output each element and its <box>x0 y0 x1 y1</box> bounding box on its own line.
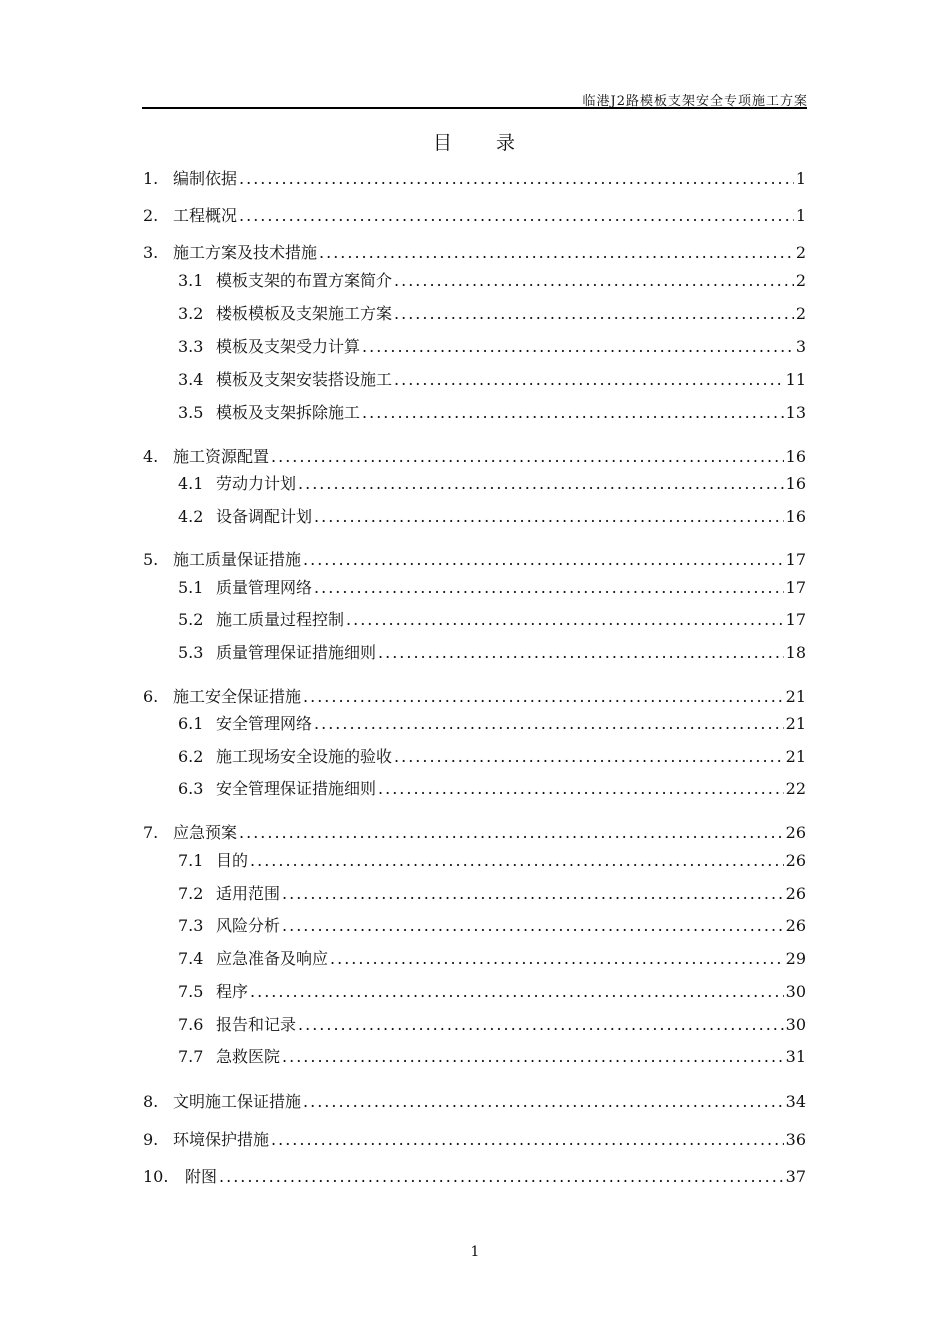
toc-dot-leader <box>271 1128 784 1152</box>
toc-entry-number: 6.2 <box>178 747 204 766</box>
toc-entry-number: 8. <box>143 1092 159 1111</box>
toc-entry-label: 环境保护措施 <box>173 1130 270 1149</box>
toc-entry-label: 施工现场安全设施的验收 <box>216 747 393 766</box>
toc-entry-number: 10. <box>143 1167 169 1186</box>
toc-entry-label: 风险分析 <box>216 916 281 935</box>
toc-entry-number: 3.3 <box>178 337 204 356</box>
toc-entry-label: 楼板模板及支架施工方案 <box>216 304 393 323</box>
toc-entry-number: 3. <box>143 243 159 262</box>
toc-entry[interactable] <box>143 685 806 709</box>
toc-title-left: 目 <box>432 132 454 154</box>
toc-dot-leader <box>271 445 784 469</box>
toc-dot-leader <box>239 821 784 845</box>
toc-entry-page: 16 <box>785 447 806 466</box>
toc-dot-leader <box>330 947 784 971</box>
toc-entry-label: 急救医院 <box>216 1047 281 1066</box>
toc-dot-leader <box>314 505 784 529</box>
toc-entry[interactable] <box>178 269 806 293</box>
toc-dot-leader <box>394 368 784 392</box>
toc-entry[interactable] <box>143 548 806 572</box>
toc-entry-number: 6.1 <box>178 714 204 733</box>
toc-entry[interactable] <box>178 1013 806 1037</box>
toc-entry-page: 21 <box>785 747 806 766</box>
toc-entry[interactable] <box>178 335 806 359</box>
toc-entry-number: 1. <box>143 169 159 188</box>
toc-dot-leader <box>303 1090 784 1114</box>
toc-entry[interactable] <box>143 821 806 845</box>
toc-entry[interactable] <box>178 472 806 496</box>
toc-entry-number: 4.1 <box>178 474 204 493</box>
toc-entry-number: 7.1 <box>178 851 204 870</box>
toc-entry-label: 施工质量过程控制 <box>216 610 345 629</box>
toc-dot-leader <box>303 685 784 709</box>
toc-entry-number: 7.2 <box>178 884 204 903</box>
toc-entry[interactable] <box>178 980 806 1004</box>
toc-dot-leader <box>303 548 784 572</box>
toc-entry-number: 7.6 <box>178 1015 204 1034</box>
toc-entry-number: 7.3 <box>178 916 204 935</box>
toc-entry-page: 22 <box>785 779 806 798</box>
running-header-title: 临港J2路模板支架安全专项施工方案 <box>582 94 808 109</box>
toc-dot-leader <box>219 1165 784 1189</box>
toc-title-right: 录 <box>496 132 518 154</box>
toc-entry-page: 34 <box>785 1092 806 1111</box>
toc-entry-page: 26 <box>785 823 806 842</box>
toc-entry-label: 适用范围 <box>216 884 281 903</box>
toc-entry-label: 模板支架的布置方案简介 <box>216 271 393 290</box>
toc-entry-page: 26 <box>785 884 806 903</box>
toc-entry-page: 30 <box>785 982 806 1001</box>
toc-entry-page: 2 <box>795 271 806 290</box>
toc-entry-label: 质量管理保证措施细则 <box>216 643 377 662</box>
toc-entry[interactable] <box>143 445 806 469</box>
toc-dot-leader <box>282 914 784 938</box>
toc-entry[interactable] <box>143 167 806 191</box>
toc-dot-leader <box>282 882 784 906</box>
toc-dot-leader <box>362 335 794 359</box>
toc-entry-number: 4.2 <box>178 507 204 526</box>
toc-entry-number: 5. <box>143 550 159 569</box>
toc-dot-leader <box>282 1045 784 1069</box>
toc-entry-label: 文明施工保证措施 <box>173 1092 302 1111</box>
toc-dot-leader <box>239 204 794 228</box>
toc-entry-label: 应急预案 <box>173 823 238 842</box>
toc-entry-number: 6.3 <box>178 779 204 798</box>
toc-entry-label: 模板及支架拆除施工 <box>216 403 361 422</box>
toc-entry-page: 31 <box>785 1047 806 1066</box>
toc-entry-page: 26 <box>785 916 806 935</box>
toc-entry-label: 模板及支架受力计算 <box>216 337 361 356</box>
footer-page-number: 1 <box>470 1244 480 1260</box>
toc-entry[interactable] <box>178 576 806 600</box>
toc-entry[interactable] <box>178 505 806 529</box>
toc-entry[interactable] <box>143 1090 806 1114</box>
toc-entry-number: 2. <box>143 206 159 225</box>
toc-entry-number: 7.7 <box>178 1047 204 1066</box>
toc-dot-leader <box>319 241 794 265</box>
toc-entry-number: 5.3 <box>178 643 204 662</box>
toc-entry-page: 17 <box>785 610 806 629</box>
toc-entry-number: 7.4 <box>178 949 204 968</box>
toc-entry[interactable] <box>178 641 806 665</box>
toc-entry[interactable] <box>178 302 806 326</box>
toc-entry[interactable] <box>178 745 806 769</box>
toc-entry-page: 13 <box>785 403 806 422</box>
toc-entry[interactable] <box>178 849 806 873</box>
toc-entry-label: 质量管理网络 <box>216 578 313 597</box>
toc-entry-label: 编制依据 <box>173 169 238 188</box>
toc-entry-page: 21 <box>785 687 806 706</box>
toc-entry[interactable] <box>143 241 806 265</box>
toc-entry-page: 26 <box>785 851 806 870</box>
toc-dot-leader <box>314 712 784 736</box>
toc-entry-label: 目的 <box>216 851 249 870</box>
toc-dot-leader <box>250 849 784 873</box>
toc-entry-page: 2 <box>795 243 806 262</box>
toc-entry-label: 工程概况 <box>173 206 238 225</box>
toc-entry-label: 施工安全保证措施 <box>173 687 302 706</box>
toc-entry-page: 16 <box>785 507 806 526</box>
toc-entry-label: 模板及支架安装搭设施工 <box>216 370 393 389</box>
toc-dot-leader <box>314 576 784 600</box>
toc-entry-label: 设备调配计划 <box>216 507 313 526</box>
toc-entry[interactable] <box>178 368 806 392</box>
toc-dot-leader <box>298 472 784 496</box>
toc-entry-page: 16 <box>785 474 806 493</box>
toc-entry-number: 5.1 <box>178 578 204 597</box>
toc-dot-leader <box>298 1013 784 1037</box>
toc-entry-number: 7. <box>143 823 159 842</box>
toc-entry-page: 17 <box>785 578 806 597</box>
toc-entry-label: 附图 <box>185 1167 218 1186</box>
toc-dot-leader <box>239 167 794 191</box>
toc-entry-label: 施工质量保证措施 <box>173 550 302 569</box>
toc-entry-number: 3.2 <box>178 304 204 323</box>
toc-entry-label: 报告和记录 <box>216 1015 297 1034</box>
toc-entry-label: 劳动力计划 <box>216 474 297 493</box>
toc-entry-page: 17 <box>785 550 806 569</box>
toc-dot-leader <box>378 777 784 801</box>
toc-entry-page: 29 <box>785 949 806 968</box>
toc-entry-page: 1 <box>795 169 806 188</box>
toc-entry-number: 5.2 <box>178 610 204 629</box>
toc-entry[interactable] <box>143 1165 806 1189</box>
toc-entry[interactable] <box>178 947 806 971</box>
toc-entry-page: 37 <box>785 1167 806 1186</box>
toc-entry[interactable] <box>178 777 806 801</box>
toc-entry-number: 3.4 <box>178 370 204 389</box>
toc-entry[interactable] <box>178 882 806 906</box>
toc-entry-label: 安全管理网络 <box>216 714 313 733</box>
toc-entry[interactable] <box>178 1045 806 1069</box>
toc-entry-page: 3 <box>795 337 806 356</box>
toc-entry-page: 36 <box>785 1130 806 1149</box>
toc-entry-number: 3.1 <box>178 271 204 290</box>
toc-dot-leader <box>250 980 784 1004</box>
toc-entry-number: 4. <box>143 447 159 466</box>
toc-entry[interactable] <box>178 401 806 425</box>
toc-entry-page: 1 <box>795 206 806 225</box>
toc-entry-page: 2 <box>795 304 806 323</box>
toc-entry-page: 18 <box>785 643 806 662</box>
toc-entry-page: 21 <box>785 714 806 733</box>
toc-entry[interactable] <box>178 914 806 938</box>
toc-dot-leader <box>346 608 784 632</box>
toc-entry-label: 程序 <box>216 982 249 1001</box>
toc-entry[interactable] <box>143 204 806 228</box>
toc-entry-label: 施工方案及技术措施 <box>173 243 318 262</box>
toc-entry-page: 11 <box>785 370 806 389</box>
toc-entry-page: 30 <box>785 1015 806 1034</box>
toc-dot-leader <box>394 269 794 293</box>
toc-entry-number: 3.5 <box>178 403 204 422</box>
toc-title <box>0 128 950 155</box>
toc-dot-leader <box>394 302 794 326</box>
toc-entry-number: 6. <box>143 687 159 706</box>
toc-entry-number: 9. <box>143 1130 159 1149</box>
toc-entry[interactable] <box>143 1128 806 1152</box>
toc-entry-number: 7.5 <box>178 982 204 1001</box>
toc-dot-leader <box>378 641 784 665</box>
toc-dot-leader <box>394 745 784 769</box>
toc-entry-label: 安全管理保证措施细则 <box>216 779 377 798</box>
toc-entry-label: 施工资源配置 <box>173 447 270 466</box>
toc-entry-label: 应急准备及响应 <box>216 949 329 968</box>
header-rule <box>142 107 807 109</box>
toc-dot-leader <box>362 401 784 425</box>
toc-entry[interactable] <box>178 712 806 736</box>
toc-entry[interactable] <box>178 608 806 632</box>
